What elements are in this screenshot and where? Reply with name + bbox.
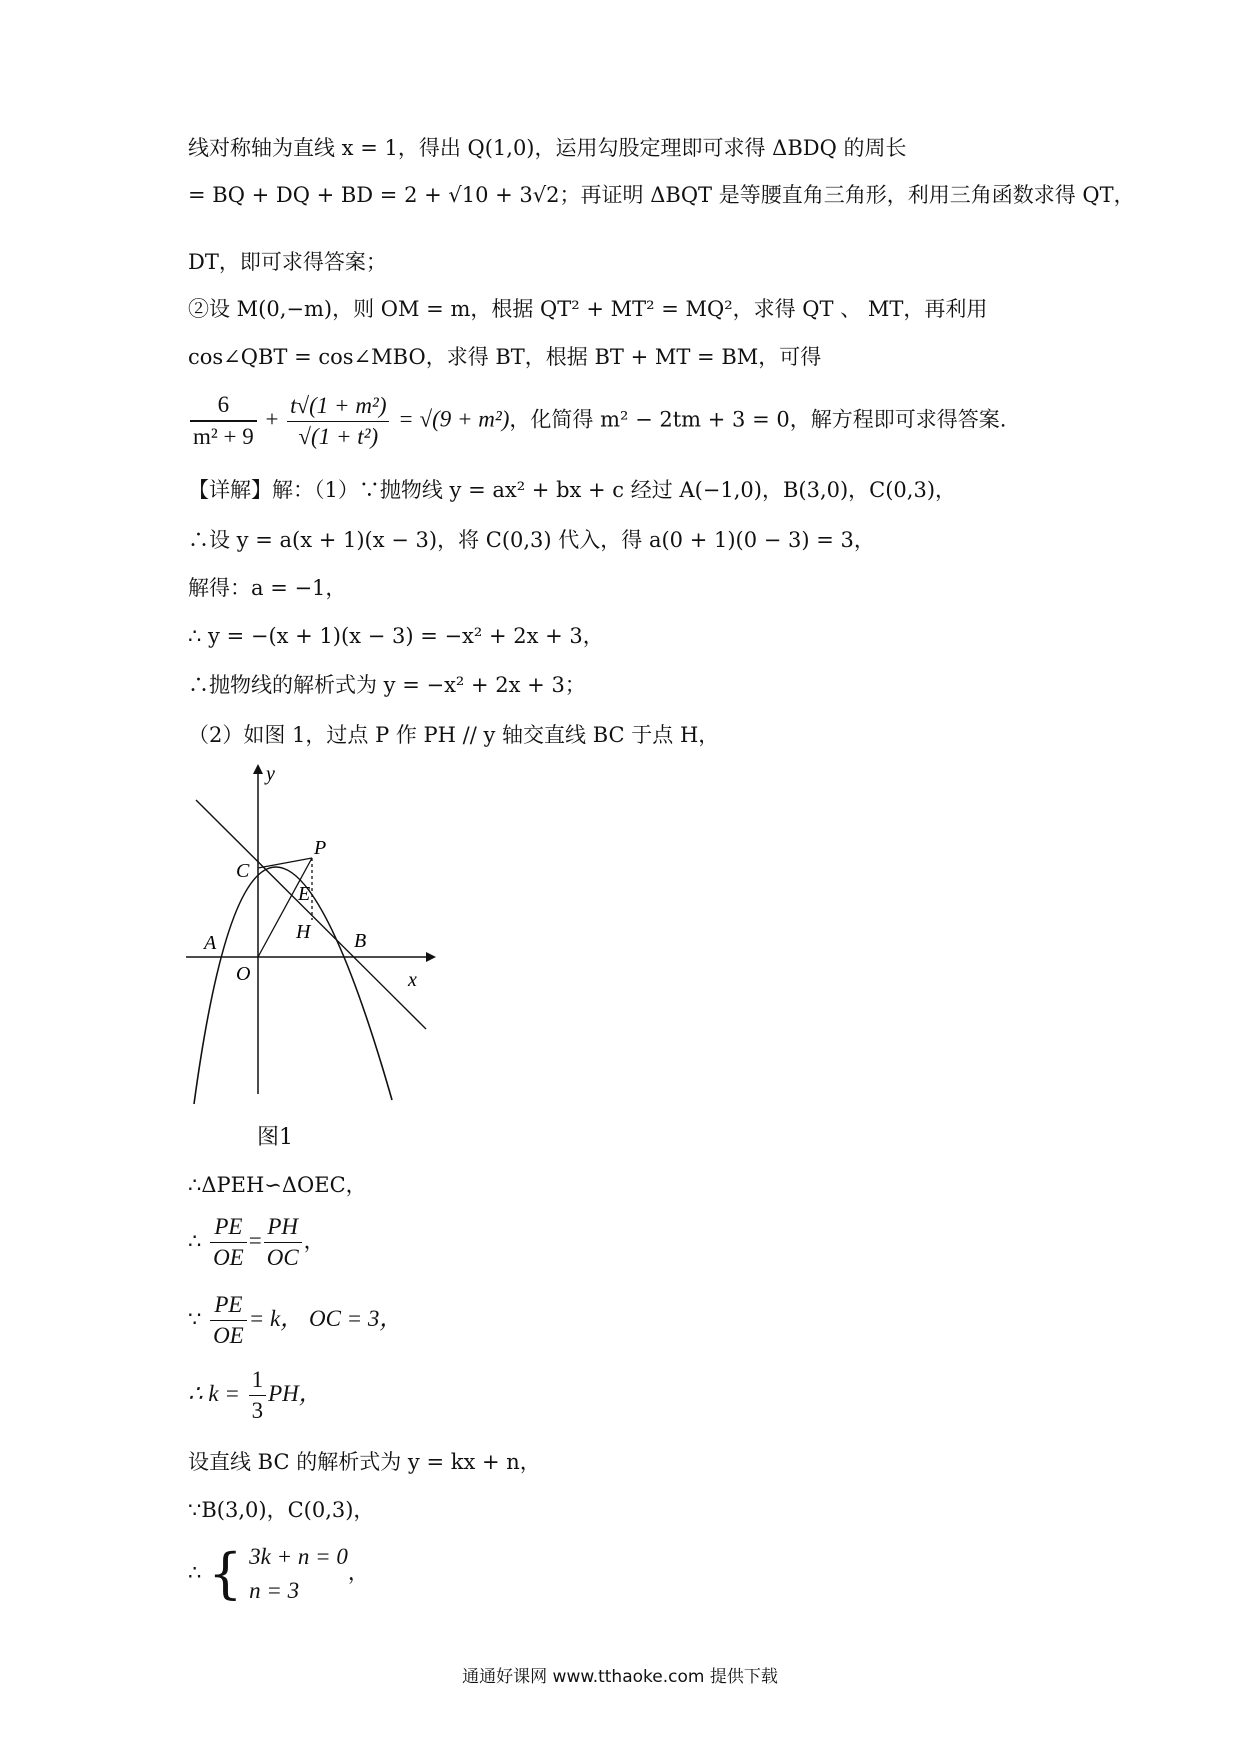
text-tail: ，化简得 m² − 2tm + 3 = 0，解方程即可求得答案. <box>509 407 1007 432</box>
fraction-denominator: 3 <box>251 1398 264 1423</box>
text-line-1: 线对称轴为直线 x = 1，得出 Q(1,0)，运用勾股定理即可求得 ΔBDQ 的周长 <box>188 136 907 160</box>
label-c: C <box>236 860 250 882</box>
text-tail: ， <box>347 1560 369 1585</box>
fraction-denominator: OC <box>266 1245 299 1270</box>
text-line-7: 【详解】解：（1）∵抛物线 y = ax² + bx + c 经过 A(−1,0)，B(3,0)，C(0,3)， <box>188 478 957 502</box>
text-tail: ， <box>303 1229 325 1253</box>
text-line-3: DT，即可求得答案； <box>188 250 387 274</box>
fraction-numerator: PE <box>210 1292 247 1321</box>
fraction-numerator: PE <box>210 1214 247 1243</box>
text-line-18: ∵B(3,0)，C(0,3)， <box>188 1498 375 1522</box>
fraction-denominator: OE <box>213 1323 244 1348</box>
fraction-6-over-sqrt <box>190 392 257 450</box>
equation-line-19 <box>188 1540 369 1608</box>
label-x: x <box>408 969 417 991</box>
parabola-figure <box>186 764 436 1124</box>
text-line-9: 解得：a = −1， <box>188 576 347 600</box>
fraction-pe-oe <box>210 1214 247 1271</box>
fraction-numerator: 1 <box>249 1367 267 1396</box>
equation-line-15 <box>188 1292 402 1349</box>
system-row-1: 3k + n = 0 <box>249 1544 348 1569</box>
parabola-curve <box>194 867 392 1104</box>
x-axis-arrow <box>426 952 436 962</box>
fraction-numerator: PH <box>264 1214 302 1243</box>
text-tail: PH， <box>268 1381 322 1406</box>
fraction-ph-oc <box>264 1214 302 1271</box>
figure-caption: 图1 <box>257 1125 293 1150</box>
equation-rhs: = k， OC = 3， <box>248 1306 403 1331</box>
label-p: P <box>314 837 327 859</box>
fraction-denominator: √(1 + t²) <box>298 423 379 449</box>
equation-system <box>249 1540 348 1608</box>
y-axis-arrow <box>253 764 263 774</box>
label-h: H <box>296 921 311 943</box>
equals-sign: = <box>248 1228 262 1253</box>
text-line-11: ∴抛物线的解析式为 y = −x² + 2x + 3； <box>188 673 586 697</box>
text-line-4: ②设 M(0,−m)，则 OM = m，根据 QT² + MT² = MQ²，求得 QT 、 MT，再利用 <box>188 297 988 321</box>
label-a: A <box>204 932 217 954</box>
fraction-one-third <box>249 1367 267 1424</box>
equation-rhs: = √(9 + m²) <box>398 406 510 432</box>
text-line-13: ∴ΔPEH∽ΔOEC， <box>188 1173 367 1197</box>
fraction-numerator: 6 <box>190 392 257 421</box>
label-o: O <box>236 963 251 985</box>
page-footer: 通通好课网 www.tthaoke.com 提供下载 <box>462 1667 778 1687</box>
text-line-10: ∴ y = −(x + 1)(x − 3) = −x² + 2x + 3， <box>188 624 604 648</box>
text-line-17: 设直线 BC 的解析式为 y = kx + n， <box>188 1450 541 1474</box>
line-bc <box>196 800 426 1029</box>
fraction-denominator: OE <box>213 1245 244 1270</box>
equation-line-6 <box>188 392 1006 450</box>
label-e: E <box>298 883 311 905</box>
plus-sign: + <box>265 406 279 432</box>
label-y: y <box>266 764 275 785</box>
fraction-t-sqrt <box>287 393 389 450</box>
text-line-2: = BQ + DQ + BD = 2 + √10 + 3√2；再证明 ΔBQT 是等腰直角三角形，利用三角函数求得 QT， <box>188 183 1135 207</box>
segment-cp <box>258 858 312 868</box>
text-line-5: cos∠QBT = cos∠MBO，求得 BT，根据 BT + MT = BM，可得 <box>188 345 822 369</box>
equation-line-16 <box>188 1367 322 1424</box>
system-row-2: n = 3 <box>249 1578 300 1603</box>
fraction-pe-oe <box>210 1292 247 1349</box>
because-symbol: ∵ <box>188 1307 202 1331</box>
therefore-symbol: ∴ <box>188 1560 202 1585</box>
text-line-8: ∴设 y = a(x + 1)(x − 3)，将 C(0,3) 代入，得 a(0 + 1)(0 − 3) = 3， <box>188 528 875 552</box>
fraction-denominator: m² + 9 <box>190 421 257 450</box>
equation-line-14 <box>188 1214 325 1271</box>
equation-lhs: ∴ k = <box>188 1381 240 1406</box>
text-line-12: （2）如图 1，过点 P 作 PH // y 轴交直线 BC 于点 H， <box>188 723 720 747</box>
label-b: B <box>354 930 367 952</box>
left-brace: { <box>208 1542 243 1605</box>
fraction-numerator: t√(1 + m²) <box>287 393 389 422</box>
therefore-symbol: ∴ <box>188 1229 202 1253</box>
